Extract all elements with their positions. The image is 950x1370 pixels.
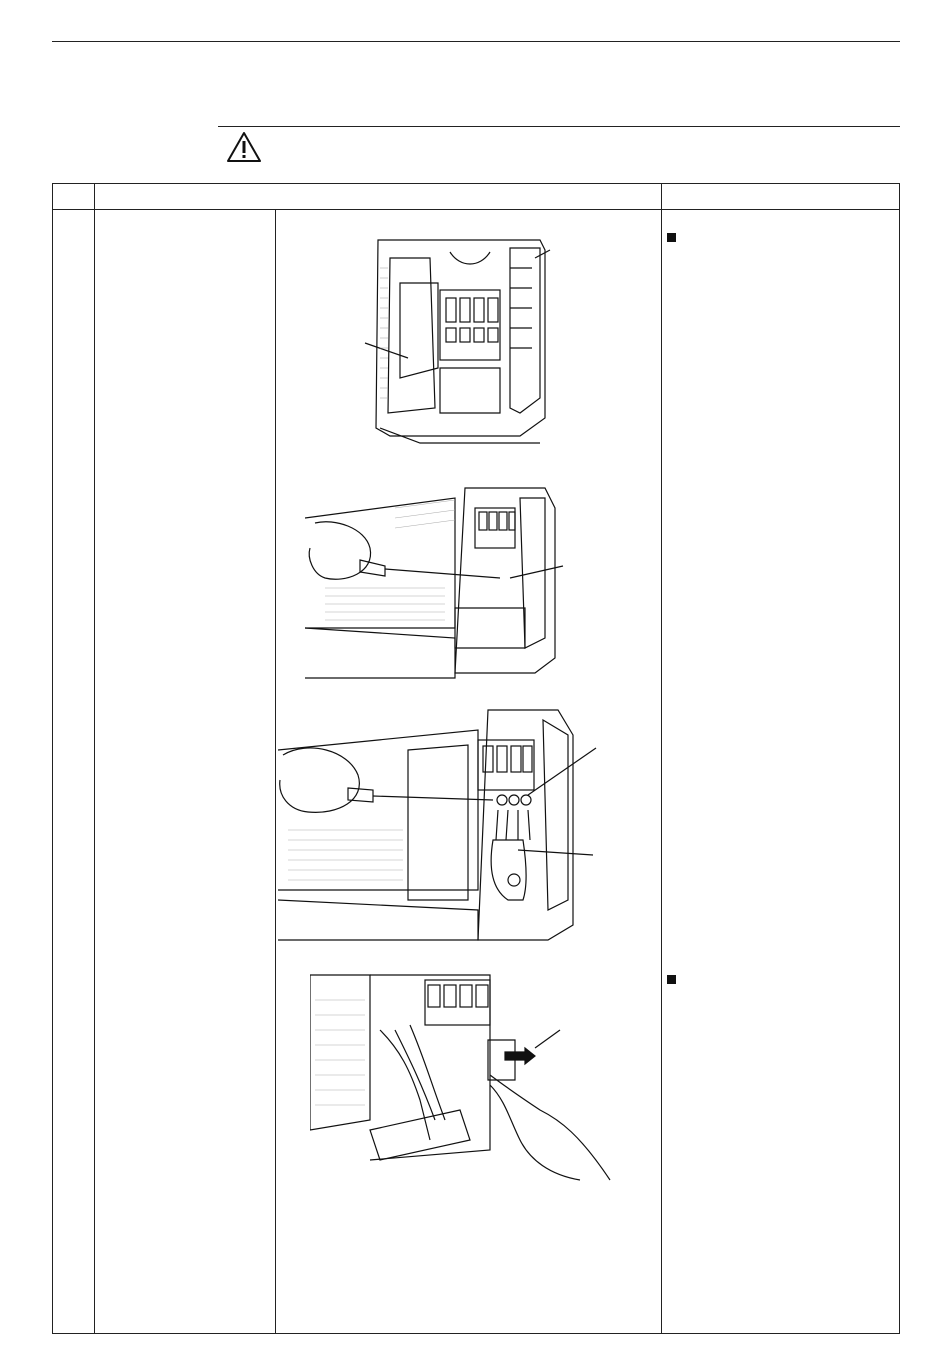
header-rule (52, 41, 900, 42)
column-divider-procedure (661, 183, 662, 1334)
figure-terminal-wires (278, 700, 600, 945)
figure-connector-pull (310, 970, 620, 1185)
figure-screwdriver-terminal (305, 478, 575, 683)
warning-rule (218, 126, 900, 127)
column-divider-figures (275, 209, 276, 1334)
warning-triangle-icon (226, 131, 262, 163)
column-divider-step (94, 183, 95, 1334)
footer-rule (52, 1333, 900, 1334)
figure-unit-overview (360, 228, 560, 448)
square-bullet-icon (667, 975, 676, 984)
square-bullet-icon (667, 233, 676, 242)
header-row-divider (52, 209, 900, 210)
